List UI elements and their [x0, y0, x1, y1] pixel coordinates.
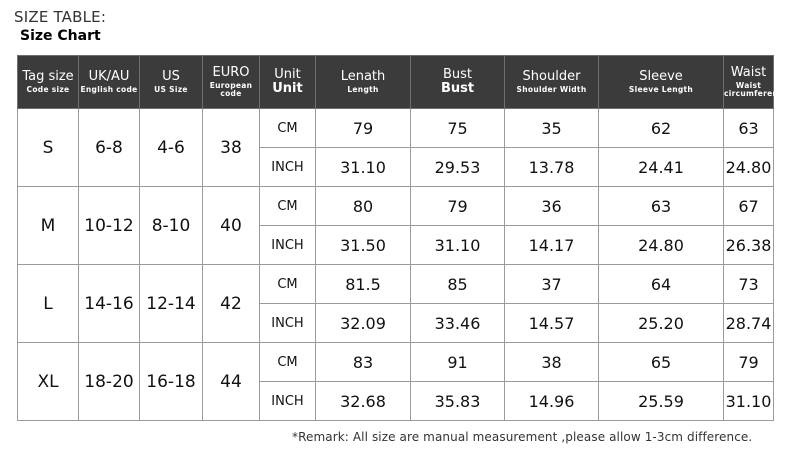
col-header-sub: US Size: [154, 85, 188, 95]
unit-cell: CM: [260, 187, 316, 226]
col-header-main: Unit: [274, 66, 301, 82]
uk-au-cell: 10-12: [79, 187, 140, 265]
length-value-cell: 32.09: [316, 304, 411, 343]
shoulder-value-cell: 36: [505, 187, 599, 226]
waist-value-cell: 26.38: [724, 226, 774, 265]
length-value-cell: 79: [316, 109, 411, 148]
col-header-sub: Sleeve Length: [628, 85, 694, 95]
col-header-sub: Shoulder Width: [516, 85, 587, 95]
col-header-sub: Code size: [26, 85, 70, 95]
bust-value-cell: 85: [411, 265, 505, 304]
col-header-uk-au: [79, 56, 140, 109]
header-row: [18, 56, 774, 109]
bust-value-cell: 29.53: [411, 148, 505, 187]
shoulder-value-cell: 13.78: [505, 148, 599, 187]
euro-cell: 44: [203, 343, 260, 421]
col-header-main: Shoulder: [522, 68, 581, 84]
shoulder-value-cell: 35: [505, 109, 599, 148]
tag-size-cell: XL: [18, 343, 79, 421]
length-value-cell: 81.5: [316, 265, 411, 304]
col-header-main: Sleeve: [639, 68, 683, 84]
us-cell: 4-6: [140, 109, 203, 187]
waist-value-cell: 67: [724, 187, 774, 226]
bust-value-cell: 31.10: [411, 226, 505, 265]
euro-cell: 38: [203, 109, 260, 187]
col-header-euro: [203, 56, 260, 109]
unit-cell: INCH: [260, 226, 316, 265]
length-value-cell: 83: [316, 343, 411, 382]
us-cell: 12-14: [140, 265, 203, 343]
remark-note: *Remark: All size are manual measurement ,please allow 1-3cm difference.: [292, 430, 753, 444]
size-chart-title: Size Chart: [20, 28, 101, 44]
col-header-main: US: [162, 68, 180, 84]
tag-size-cell: M: [18, 187, 79, 265]
col-header-main: Tag size: [22, 68, 74, 84]
us-cell: 8-10: [140, 187, 203, 265]
table-row: [18, 343, 774, 382]
waist-value-cell: 28.74: [724, 304, 774, 343]
length-value-cell: 32.68: [316, 382, 411, 421]
bust-value-cell: 91: [411, 343, 505, 382]
shoulder-value-cell: 37: [505, 265, 599, 304]
shoulder-value-cell: 38: [505, 343, 599, 382]
sleeve-value-cell: 63: [599, 187, 724, 226]
col-header-main: EURO: [212, 64, 250, 80]
shoulder-value-cell: 14.17: [505, 226, 599, 265]
table-row: [18, 187, 774, 226]
tag-size-cell: L: [18, 265, 79, 343]
us-cell: 16-18: [140, 343, 203, 421]
bust-value-cell: 35.83: [411, 382, 505, 421]
sleeve-value-cell: 64: [599, 265, 724, 304]
col-header-shoulder: [505, 56, 599, 109]
euro-cell: 42: [203, 265, 260, 343]
size-chart-body: [18, 109, 774, 421]
uk-au-cell: 14-16: [79, 265, 140, 343]
col-header-main: UK/AU: [88, 68, 130, 84]
col-header-sub: Waist circumference: [724, 80, 789, 99]
bust-value-cell: 33.46: [411, 304, 505, 343]
unit-cell: INCH: [260, 148, 316, 187]
length-value-cell: 31.10: [316, 148, 411, 187]
col-header-waist: [724, 56, 789, 109]
tag-size-cell: S: [18, 109, 79, 187]
size-chart-table: [17, 55, 789, 421]
bust-value-cell: 79: [411, 187, 505, 226]
table-row: [18, 109, 774, 148]
waist-value-cell: 63: [724, 109, 774, 148]
waist-value-cell: 73: [724, 265, 774, 304]
sleeve-value-cell: 25.20: [599, 304, 724, 343]
col-header-unit: [260, 56, 316, 109]
col-header-main: Waist: [730, 64, 767, 80]
col-header-bust: [411, 56, 505, 109]
col-header-sub: Unit: [272, 81, 303, 96]
sleeve-value-cell: 65: [599, 343, 724, 382]
uk-au-cell: 6-8: [79, 109, 140, 187]
col-header-sub: Length: [347, 85, 379, 95]
waist-value-cell: 79: [724, 343, 774, 382]
sleeve-value-cell: 62: [599, 109, 724, 148]
waist-value-cell: 24.80: [724, 148, 774, 187]
unit-cell: CM: [260, 265, 316, 304]
col-header-sub: English code: [80, 85, 138, 95]
euro-cell: 40: [203, 187, 260, 265]
uk-au-cell: 18-20: [79, 343, 140, 421]
unit-cell: INCH: [260, 304, 316, 343]
length-value-cell: 80: [316, 187, 411, 226]
unit-cell: CM: [260, 109, 316, 148]
col-header-main: Bust: [442, 66, 473, 82]
col-header-main: Lenath: [340, 68, 386, 84]
col-header-us: [140, 56, 203, 109]
shoulder-value-cell: 14.57: [505, 304, 599, 343]
table-row: [18, 265, 774, 304]
sleeve-value-cell: 24.80: [599, 226, 724, 265]
sleeve-value-cell: 25.59: [599, 382, 724, 421]
col-header-sub: European code: [209, 80, 253, 99]
unit-cell: INCH: [260, 382, 316, 421]
col-header-sleeve: [599, 56, 724, 109]
col-header-length: [316, 56, 411, 109]
col-header-sub: Bust: [440, 81, 475, 96]
col-header-tag-size: [18, 56, 79, 109]
shoulder-value-cell: 14.96: [505, 382, 599, 421]
bust-value-cell: 75: [411, 109, 505, 148]
size-table-label: SIZE TABLE:: [14, 8, 107, 26]
waist-value-cell: 31.10: [724, 382, 774, 421]
length-value-cell: 31.50: [316, 226, 411, 265]
sleeve-value-cell: 24.41: [599, 148, 724, 187]
unit-cell: CM: [260, 343, 316, 382]
